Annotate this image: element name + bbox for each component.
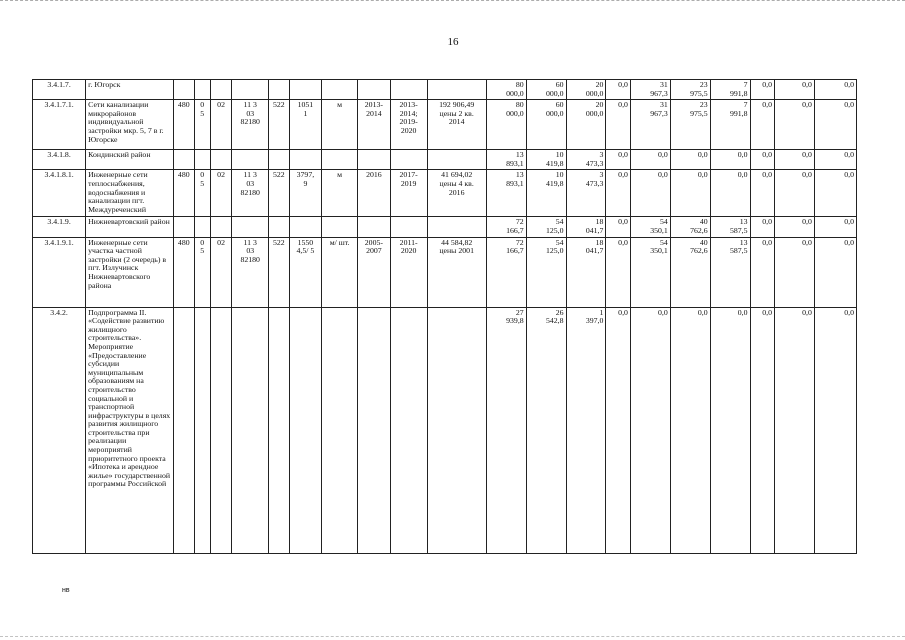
next-year-total: 0,0 <box>775 237 815 307</box>
code-section <box>194 80 210 100</box>
unit: м <box>322 170 358 217</box>
next-year-regional: 0,0 <box>814 100 856 150</box>
year-total: 0,0 <box>630 307 670 553</box>
year-total: 31 967,3 <box>630 80 670 100</box>
year-other: 0,0 <box>750 170 775 217</box>
next-year-regional: 0,0 <box>814 170 856 217</box>
code-subsection <box>210 217 231 237</box>
table-row <box>33 80 857 100</box>
construction-years <box>358 150 391 170</box>
construction-years: 2013- 2014 <box>358 100 391 150</box>
scan-edge-bottom <box>0 628 905 637</box>
code-subsection <box>210 150 231 170</box>
next-year-regional: 0,0 <box>814 307 856 553</box>
unit <box>322 217 358 237</box>
next-year-regional: 0,0 <box>814 80 856 100</box>
other-sources: 0,0 <box>606 307 631 553</box>
capacity: 3797, 9 <box>289 170 322 217</box>
local-budget: 20 000,0 <box>566 100 606 150</box>
local-budget: 18 041,7 <box>566 237 606 307</box>
code-admin: 480 <box>174 170 194 217</box>
year-regional: 0,0 <box>670 307 710 553</box>
year-local: 0,0 <box>710 307 750 553</box>
construction-years: 2016 <box>358 170 391 217</box>
estimated-cost: 192 906,49 цены 2 кв. 2014 <box>427 100 486 150</box>
next-year-regional: 0,0 <box>814 237 856 307</box>
unit <box>322 80 358 100</box>
estimated-cost: 44 584,82 цены 2001 <box>427 237 486 307</box>
other-sources: 0,0 <box>606 80 631 100</box>
other-sources: 0,0 <box>606 170 631 217</box>
year-local: 7 991,8 <box>710 100 750 150</box>
table-row <box>33 100 857 150</box>
regional-budget: 26 542,8 <box>526 307 566 553</box>
regional-budget: 60 000,0 <box>526 80 566 100</box>
local-budget: 20 000,0 <box>566 80 606 100</box>
code-admin: 480 <box>174 237 194 307</box>
code-admin <box>174 307 194 553</box>
code-section: 0 5 <box>194 237 210 307</box>
capacity <box>289 217 322 237</box>
row-name: Инженерные сети участка частной застройки (2 очередь) в пгт. Излучинск Нижневартовского района <box>86 237 174 307</box>
financing-years <box>390 217 427 237</box>
row-code: 3.4.1.8.1. <box>33 170 86 217</box>
unit <box>322 307 358 553</box>
construction-years: 2005- 2007 <box>358 237 391 307</box>
row-name: Подпрограмма II. «Содействие развитию жилищного строительства». Мероприятие «Предоставление субсидии муниципальным образованиям на строительство социальной и транспортной инфраструктуры в целях развития жилищного строительства при реализации мероприятий приоритетного проекта «Ипотека и арендное жилье» государственной программы Российской <box>86 307 174 553</box>
year-total: 31 967,3 <box>630 100 670 150</box>
capacity: 1051 1 <box>289 100 322 150</box>
code-expense <box>269 80 289 100</box>
other-sources: 0,0 <box>606 217 631 237</box>
row-code: 3.4.1.9.1. <box>33 237 86 307</box>
year-other: 0,0 <box>750 237 775 307</box>
code-expense <box>269 150 289 170</box>
code-section: 0 5 <box>194 100 210 150</box>
code-admin: 480 <box>174 100 194 150</box>
year-local: 0,0 <box>710 150 750 170</box>
code-section <box>194 217 210 237</box>
local-budget: 1 397,0 <box>566 307 606 553</box>
code-target: 11 3 03 82180 <box>232 100 269 150</box>
budget-table <box>32 79 857 554</box>
table-row <box>33 307 857 553</box>
year-other: 0,0 <box>750 80 775 100</box>
row-name: Нижневартовский район <box>86 217 174 237</box>
next-year-total: 0,0 <box>775 217 815 237</box>
regional-budget: 54 125,0 <box>526 237 566 307</box>
total-amount: 13 893,1 <box>486 170 526 217</box>
local-budget: 3 473,3 <box>566 150 606 170</box>
footer-mark: нв <box>62 587 70 594</box>
code-expense: 522 <box>269 100 289 150</box>
construction-years <box>358 307 391 553</box>
other-sources: 0,0 <box>606 100 631 150</box>
code-expense: 522 <box>269 170 289 217</box>
capacity <box>289 80 322 100</box>
financing-years <box>390 150 427 170</box>
financing-years: 2011- 2020 <box>390 237 427 307</box>
row-code: 3.4.1.9. <box>33 217 86 237</box>
total-amount: 80 000,0 <box>486 100 526 150</box>
code-subsection: 02 <box>210 237 231 307</box>
regional-budget: 10 419,8 <box>526 170 566 217</box>
year-total: 0,0 <box>630 150 670 170</box>
other-sources: 0,0 <box>606 150 631 170</box>
year-regional: 23 975,5 <box>670 100 710 150</box>
next-year-total: 0,0 <box>775 150 815 170</box>
year-other: 0,0 <box>750 307 775 553</box>
code-target: 11 3 03 82180 <box>232 237 269 307</box>
page-number: 16 <box>447 36 459 48</box>
total-amount: 13 893,1 <box>486 150 526 170</box>
code-admin <box>174 217 194 237</box>
year-other: 0,0 <box>750 100 775 150</box>
regional-budget: 10 419,8 <box>526 150 566 170</box>
year-local: 0,0 <box>710 170 750 217</box>
next-year-total: 0,0 <box>775 170 815 217</box>
other-sources: 0,0 <box>606 237 631 307</box>
code-subsection <box>210 307 231 553</box>
scan-edge-top <box>0 0 905 5</box>
local-budget: 3 473,3 <box>566 170 606 217</box>
year-total: 54 350,1 <box>630 217 670 237</box>
year-regional: 23 975,5 <box>670 80 710 100</box>
financing-years <box>390 307 427 553</box>
year-local: 13 587,5 <box>710 217 750 237</box>
total-amount: 72 166,7 <box>486 217 526 237</box>
code-target <box>232 150 269 170</box>
estimated-cost <box>427 80 486 100</box>
row-code: 3.4.1.7. <box>33 80 86 100</box>
year-local: 13 587,5 <box>710 237 750 307</box>
unit <box>322 150 358 170</box>
next-year-total: 0,0 <box>775 80 815 100</box>
capacity: 1550 4,5/ 5 <box>289 237 322 307</box>
code-expense: 522 <box>269 237 289 307</box>
code-target <box>232 80 269 100</box>
next-year-total: 0,0 <box>775 100 815 150</box>
code-admin <box>174 80 194 100</box>
row-name: Инженерные сети теплоснабжения, водоснабжения и канализации пгт. Междуреченский <box>86 170 174 217</box>
year-total: 54 350,1 <box>630 237 670 307</box>
regional-budget: 60 000,0 <box>526 100 566 150</box>
estimated-cost: 41 694,02 цены 4 кв. 2016 <box>427 170 486 217</box>
code-target <box>232 307 269 553</box>
code-target: 11 3 03 82180 <box>232 170 269 217</box>
regional-budget: 54 125,0 <box>526 217 566 237</box>
row-code: 3.4.2. <box>33 307 86 553</box>
next-year-regional: 0,0 <box>814 150 856 170</box>
total-amount: 27 939,8 <box>486 307 526 553</box>
year-regional: 0,0 <box>670 170 710 217</box>
year-regional: 40 762,6 <box>670 217 710 237</box>
year-regional: 0,0 <box>670 150 710 170</box>
code-section <box>194 307 210 553</box>
row-name: г. Югорск <box>86 80 174 100</box>
next-year-total: 0,0 <box>775 307 815 553</box>
code-target <box>232 217 269 237</box>
unit: м <box>322 100 358 150</box>
code-admin <box>174 150 194 170</box>
total-amount: 80 000,0 <box>486 80 526 100</box>
code-section: 0 5 <box>194 170 210 217</box>
year-local: 7 991,8 <box>710 80 750 100</box>
year-other: 0,0 <box>750 150 775 170</box>
table-row <box>33 237 857 307</box>
next-year-regional: 0,0 <box>814 217 856 237</box>
total-amount: 72 166,7 <box>486 237 526 307</box>
financing-years <box>390 80 427 100</box>
capacity <box>289 307 322 553</box>
code-expense <box>269 307 289 553</box>
local-budget: 18 041,7 <box>566 217 606 237</box>
row-code: 3.4.1.8. <box>33 150 86 170</box>
table-row <box>33 150 857 170</box>
code-expense <box>269 217 289 237</box>
estimated-cost <box>427 150 486 170</box>
table-row <box>33 170 857 217</box>
code-subsection: 02 <box>210 170 231 217</box>
unit: м/ шт. <box>322 237 358 307</box>
row-name: Кондинский район <box>86 150 174 170</box>
financing-years: 2017- 2019 <box>390 170 427 217</box>
row-name: Сети канализации микрорайонов индивидуальной застройки мкр. 5, 7 в г. Югорске <box>86 100 174 150</box>
code-section <box>194 150 210 170</box>
code-subsection <box>210 80 231 100</box>
financing-years: 2013- 2014; 2019- 2020 <box>390 100 427 150</box>
code-subsection: 02 <box>210 100 231 150</box>
construction-years <box>358 80 391 100</box>
year-regional: 40 762,6 <box>670 237 710 307</box>
construction-years <box>358 217 391 237</box>
row-code: 3.4.1.7.1. <box>33 100 86 150</box>
estimated-cost <box>427 217 486 237</box>
year-other: 0,0 <box>750 217 775 237</box>
year-total: 0,0 <box>630 170 670 217</box>
capacity <box>289 150 322 170</box>
estimated-cost <box>427 307 486 553</box>
table-row <box>33 217 857 237</box>
